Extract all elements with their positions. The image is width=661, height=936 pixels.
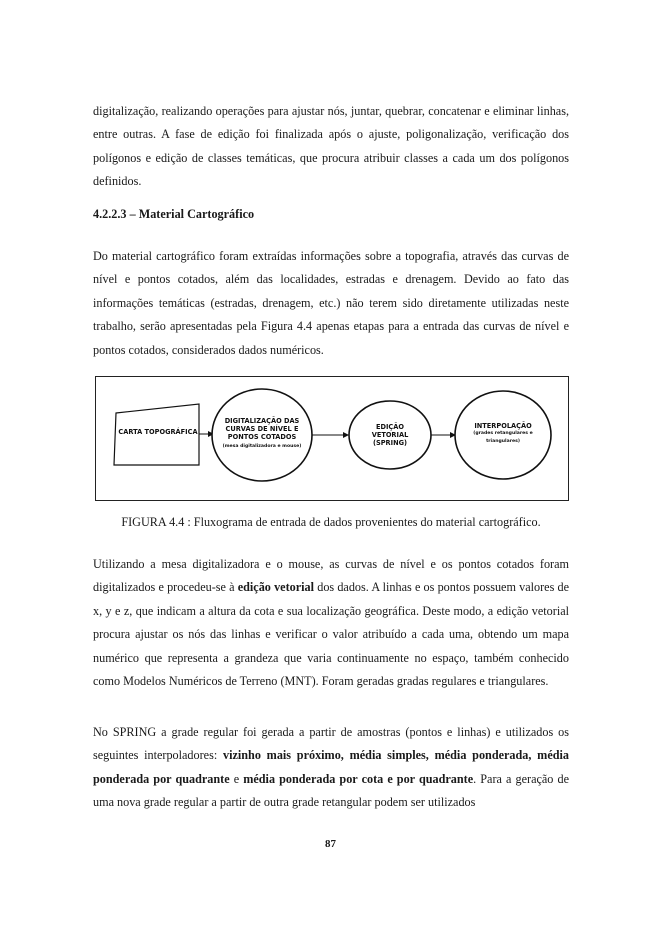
section-heading: 4.2.2.3 – Material Cartográfico: [93, 207, 255, 221]
paragraph-vector-editing-bold: edição vetorial: [237, 580, 315, 595]
node-edicao-label: [358, 423, 422, 447]
node-edicao-text: EDIÇÃO VETORIAL: [371, 423, 409, 439]
node-digitalizacao-text: DIGITALIZAÇÃO DAS CURVAS DE NÍVEL E PONTOS COTADOS: [224, 417, 300, 441]
node-digitalizacao-label: [220, 417, 304, 451]
paragraph-interpolators-bold-2: média ponderada por cota e por quadrante: [243, 771, 474, 786]
paragraph-interpolators-bold-1: vizinho mais próximo, média simples, média ponderada, média ponderada por quadrante: [93, 748, 569, 786]
paragraph-interpolators: [93, 721, 569, 815]
node-interpolacao-label: [466, 422, 540, 446]
paragraph-editing-phase: digitalização, realizando operações para ajustar nós, juntar, quebrar, concatenar e eliminar linhas, entre outras. A fase de edição foi finalizada após o ajuste, poligonalização, verificação dos polígonos e edição de classes temáticas, que procura atribuir classes a cada um dos polígonos definidos.: [93, 104, 569, 189]
node-carta-text: CARTA TOPOGRÁFICA: [118, 428, 198, 436]
node-digitalizacao-subtext: (mesa digitalizadora e mouse): [222, 444, 302, 449]
page-number: 87: [325, 838, 336, 850]
node-carta-label: [118, 428, 198, 436]
node-interpolacao-subtext: (grades retangulares e triangulares): [473, 431, 533, 444]
paragraph-vector-editing-text-2: dos dados. A linhas e os pontos possuem valores de x, y e z, que indicam a altura da cota e sua localização geográfica. Deste modo, a edição vetorial procura ajustar os nós das linhas e verificar o valor atribuído a cada uma, obtendo um mapa numérico que representa a grandeza que varia continuamente no espaço, também conhecido como Modelos Numéricos de Terreno (MNT). Foram geradas gradas regulares e triangulares.: [93, 580, 569, 689]
paragraph-vector-editing-text-1: Utilizando a mesa digitalizadora e o mouse, as curvas de nível e os pontos cotados foram digitalizados e procedeu-se à: [93, 557, 569, 595]
paragraph-interpolators-text-2: e: [229, 771, 244, 786]
node-interpolacao-text: INTERPOLAÇÃO: [474, 422, 532, 430]
paragraph-cartographic-material: Do material cartográfico foram extraídas informações sobre a topografia, através das curvas de nível e pontos cotados, além das localidades, estradas e drenagem. Devido ao fato das informações temáticas (estradas, drenagem, etc.) não terem sido diretamente utilizadas neste trabalho, serão apresentadas pela Figura 4.4 apenas etapas para a entrada das curvas de nível e pontos cotados, considerados dados numéricos.: [93, 249, 569, 357]
figure-caption: FIGURA 4.4 : Fluxograma de entrada de dados provenientes do material cartográfico.: [121, 515, 541, 529]
node-edicao-subtext: (SPRING): [372, 439, 408, 447]
paragraph-vector-editing: [93, 553, 569, 693]
paragraph-interpolators-text-3: . Para a geração de uma nova grade regular a partir de outra grade retangular podem ser utilizados: [93, 771, 569, 810]
paragraph-interpolators-text-1: No SPRING a grade regular foi gerada a partir de amostras (pontos e linhas) e utilizados os seguintes interpoladores:: [93, 725, 569, 763]
flowchart-figure: [95, 376, 569, 501]
